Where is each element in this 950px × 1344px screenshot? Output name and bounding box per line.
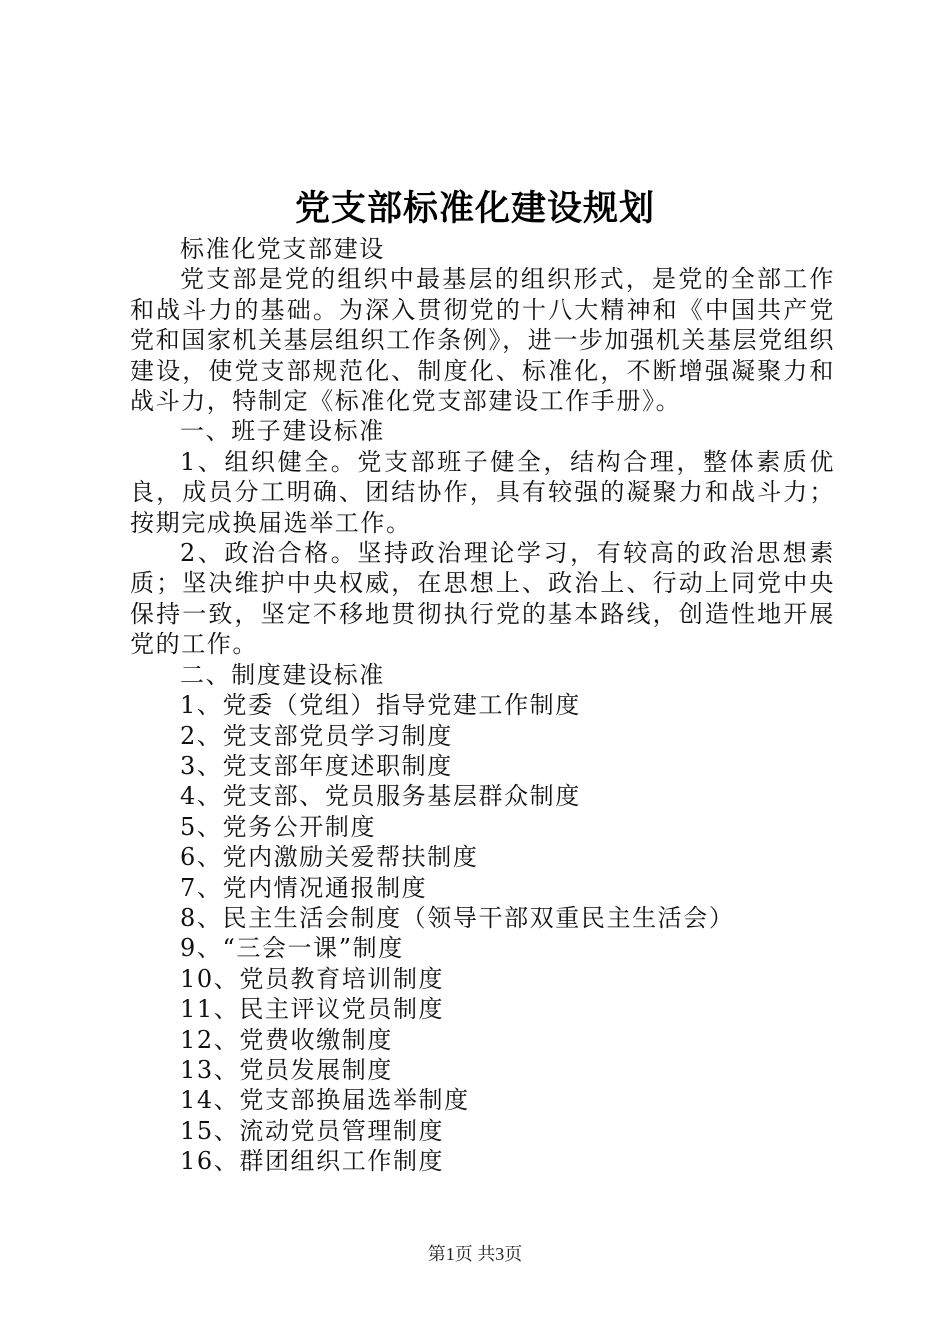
- list-item: 8、民主生活会制度（领导干部双重民主生活会）: [180, 903, 735, 932]
- page-number: 第1页 共3页: [427, 1244, 523, 1264]
- document-title: 党支部标准化建设规划: [294, 188, 655, 229]
- list-item: 10、党员教育培训制度: [180, 964, 445, 993]
- section-paragraph: 2、政治合格。坚持政治理论学习，有较高的政治思想素质；坚决维护中央权威，在思想上、政治上、行动上同党中央保持一致，坚定不移地贯彻执行党的基本路线，创造性地开展党的工作。: [130, 539, 835, 659]
- list-item: 11、民主评议党员制度: [180, 995, 445, 1024]
- list-item: 7、党内情况通报制度: [180, 873, 428, 902]
- list-item: 4、党支部、党员服务基层群众制度: [180, 782, 581, 811]
- list-item: 2、党支部党员学习制度: [180, 721, 453, 750]
- list-item: 13、党员发展制度: [180, 1055, 393, 1084]
- intro-paragraph: 党支部是党的组织中最基层的组织形式，是党的全部工作和战斗力的基础。为深入贯彻党的十八大精神和《中国共产党党和国家机关基层组织工作条例》，进一步加强机关基层党组织建设，使党支部规范化、制度化、标准化，不断增强凝聚力和战斗力，特制定《标准化党支部建设工作手册》。: [130, 265, 835, 416]
- section-heading: 二、制度建设标准: [180, 660, 385, 689]
- list-item: 3、党支部年度述职制度: [180, 751, 453, 780]
- list-item: 9、“三会一课”制度: [180, 934, 404, 963]
- list-item: 12、党费收缴制度: [180, 1025, 393, 1054]
- list-item: 1、党委（党组）指导党建工作制度: [180, 691, 581, 720]
- document-body: [130, 234, 835, 1177]
- section-heading: 一、班子建设标准: [180, 417, 385, 446]
- list-item: 5、党务公开制度: [180, 812, 377, 841]
- subtitle: 标准化党支部建设: [180, 235, 385, 263]
- list-item: 14、党支部换届选举制度: [180, 1086, 470, 1115]
- list-item: 16、群团组织工作制度: [180, 1147, 445, 1176]
- list-item: 6、党内激励关爱帮扶制度: [180, 843, 479, 872]
- list-item: 15、流动党员管理制度: [180, 1116, 445, 1145]
- section-paragraph: 1、组织健全。党支部班子健全，结构合理，整体素质优良，成员分工明确、团结协作，具有较强的凝聚力和战斗力；按期完成换届选举工作。: [130, 447, 835, 537]
